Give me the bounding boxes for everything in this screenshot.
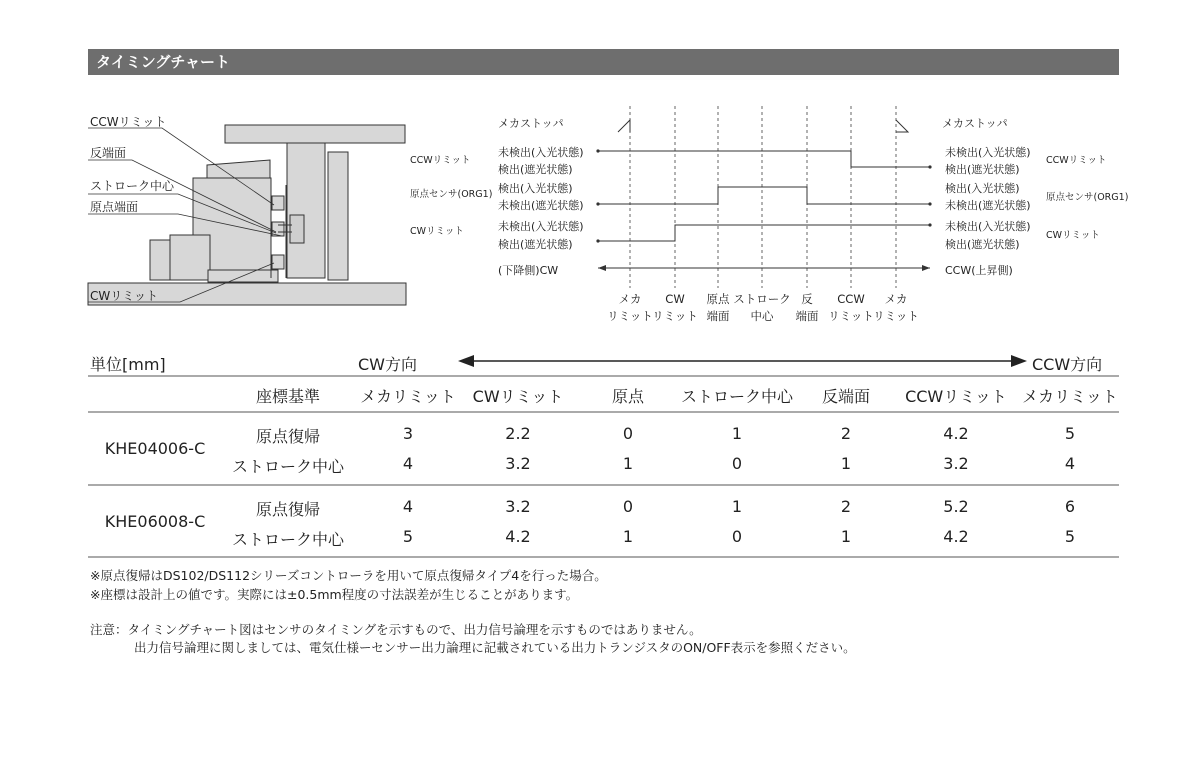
left-state-5: 未検出(入光状態) [498,220,584,233]
right-state-1: 未検出(入光状態) [945,146,1031,159]
header-ccw-limit: CCWリミット [905,387,1007,406]
position-label-origin-face: 原点 端面 [706,292,730,323]
left-signal-cw: CWリミット [410,226,464,237]
right-state-2: 検出(遮光状態) [945,163,1020,176]
note-2: ※座標は設計上の値です。実際には±0.5mm程度の寸法誤差が生じることがあります。 [90,587,579,602]
header-reference: 座標基準 [255,387,321,406]
table-cell: 4 [402,497,414,516]
dir-right-label: CCW(上昇側) [945,264,1013,277]
table-cell: 1 [622,454,634,473]
stopper-left-label: メカストッパ [498,117,564,130]
label-cw-limit: CWリミット [90,289,159,303]
header-mecha-limit-cw: メカリミット [360,387,456,406]
table-cell: 4 [1064,454,1076,473]
header-origin: 原点 [611,387,645,406]
caution-line-1: 注意：タイミングチャート図はセンサのタイミングを示すもので、出力信号論理を示すものではありません。 [90,622,702,637]
table-cell: 2 [840,424,852,443]
header-opposite-face: 反端面 [821,387,871,406]
stopper-right-label: メカストッパ [942,117,1008,130]
left-state-6: 検出(遮光状態) [498,238,573,251]
right-state-3: 検出(入光状態) [945,182,1020,195]
label-opposite-face: 反端面 [90,146,127,160]
right-state-4: 未検出(遮光状態) [945,199,1031,212]
table-cell: 4.2 [943,424,969,443]
header-stroke-center: ストローク中心 [680,387,794,406]
table-cell: 3.2 [505,454,531,473]
left-state-4: 未検出(遮光状態) [498,199,584,212]
caution-line-2: 出力信号論理に関しましては、電気仕様ーセンサー出力論理に記載されている出力トランジスタのON/OFF表示を参照ください。 [134,640,856,655]
ccw-direction-label: CCW方向 [1032,355,1103,374]
section-title: タイミングチャート [88,49,1119,75]
row-ref: ストローク中心 [231,457,345,476]
table-cell: 1 [731,497,743,516]
table-cell: 5 [1064,527,1076,546]
table-cell: 5 [1064,424,1076,443]
position-label-cw-limit: CW リミット [652,292,698,323]
label-origin-face: 原点端面 [90,200,139,214]
dir-left-label: (下降側)CW [498,264,559,277]
table-cell: 2.2 [505,424,531,443]
left-state-3: 検出(入光状態) [498,182,573,195]
header-mecha-limit-ccw: メカリミット [1022,387,1118,406]
position-label-mecha-ccw: メカ リミット [873,292,919,323]
left-signal-ccw: CCWリミット [410,155,471,166]
table-cell: 1 [731,424,743,443]
table-cell: 2 [840,497,852,516]
table-cell: 4 [402,454,414,473]
table-cell: 0 [731,527,743,546]
row-ref: 原点復帰 [255,427,321,446]
right-state-5: 未検出(入光状態) [945,220,1031,233]
position-label-stroke-center: ストローク 中心 [733,292,791,323]
position-label-ccw-limit: CCW リミット [828,292,874,323]
table-cell: 0 [622,497,634,516]
right-signal-origin: 原点センサ(ORG1) [1046,192,1129,203]
table-cell: 1 [840,454,852,473]
cw-direction-label: CW方向 [358,355,417,374]
table-cell: 3.2 [505,497,531,516]
table-cell: 5 [402,527,414,546]
model-khe06008: KHE06008-C [104,512,206,531]
table-cell: 5.2 [943,497,969,516]
table-cell: 6 [1064,497,1076,516]
header-cw-limit: CWリミット [472,387,564,406]
label-ccw-limit: CCWリミット [90,115,167,129]
row-ref: ストローク中心 [231,530,345,549]
right-state-6: 検出(遮光状態) [945,238,1020,251]
right-signal-ccw: CCWリミット [1046,155,1107,166]
table-cell: 3.2 [943,454,969,473]
position-label-mecha-cw: メカ リミット [607,292,653,323]
left-state-1: 未検出(入光状態) [498,146,584,159]
table-cell: 0 [731,454,743,473]
row-ref: 原点復帰 [255,500,321,519]
table-cell: 3 [402,424,414,443]
table-cell: 4.2 [505,527,531,546]
table-cell: 4.2 [943,527,969,546]
unit-label: 単位[mm] [90,355,166,374]
table-cell: 1 [840,527,852,546]
note-1: ※原点復帰はDS102/DS112シリーズコントローラを用いて原点復帰タイプ4を行った場合。 [90,568,607,583]
table-cell: 0 [622,424,634,443]
table-cell: 1 [622,527,634,546]
left-signal-origin: 原点センサ(ORG1) [410,189,493,200]
left-state-2: 検出(遮光状態) [498,163,573,176]
position-label-opposite-face: 反 端面 [795,292,819,323]
model-khe04006: KHE04006-C [104,439,206,458]
label-stroke-center: ストローク中心 [90,179,175,193]
right-signal-cw: CWリミット [1046,230,1100,241]
